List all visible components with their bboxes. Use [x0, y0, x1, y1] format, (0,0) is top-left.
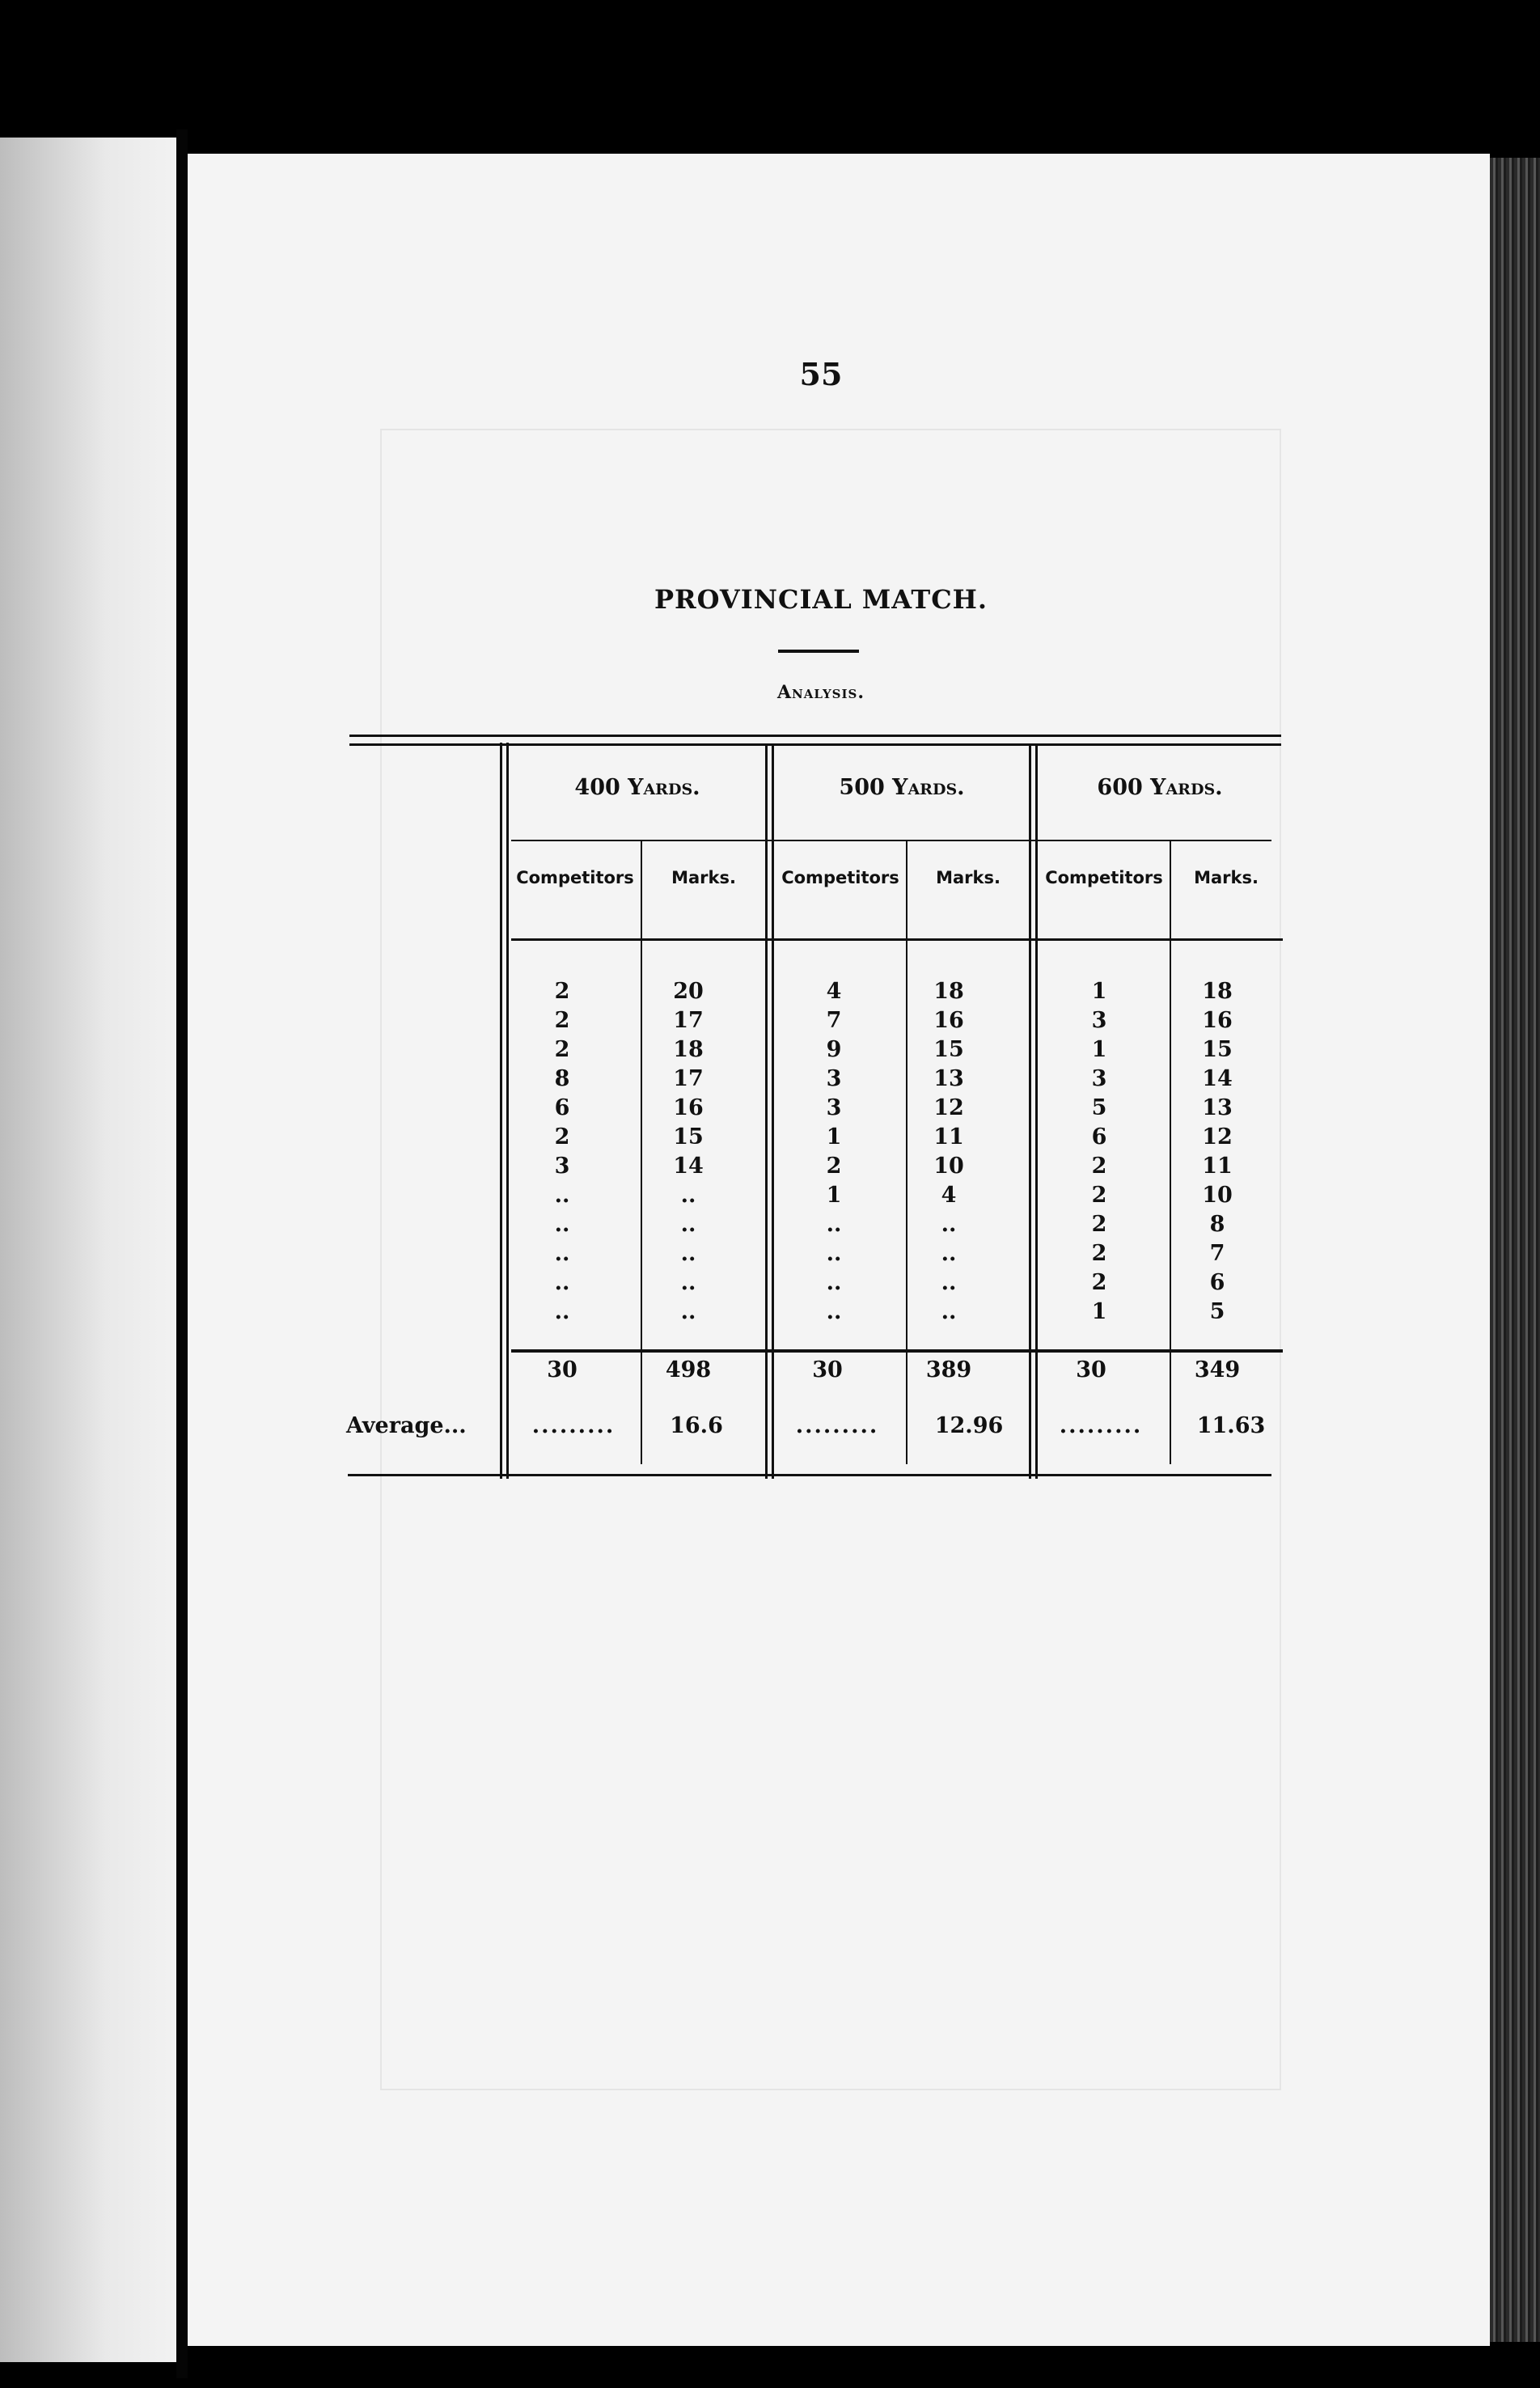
- average-leader-dots: .........: [531, 1413, 616, 1438]
- table-cell: ..: [554, 1299, 570, 1324]
- group-divider-1a: [500, 743, 502, 1479]
- table-cell: 1: [1091, 1037, 1107, 1062]
- group-divider-2a: [765, 746, 768, 1479]
- total-competitors-400: 30: [547, 1357, 578, 1382]
- group-heading-500: 500 Yards.: [839, 775, 965, 800]
- table-cell: ..: [554, 1183, 570, 1208]
- subheader-rule: [511, 938, 1283, 941]
- table-cell: 8: [1209, 1212, 1225, 1237]
- marks-column-400: [652, 977, 725, 1327]
- table-cell: ..: [554, 1270, 570, 1295]
- table-cell: 9: [826, 1037, 842, 1062]
- table-cell: 2: [1091, 1183, 1107, 1208]
- table-cell: 3: [1091, 1008, 1107, 1033]
- table-cell: 6: [1091, 1124, 1107, 1150]
- table-cell: ..: [941, 1212, 957, 1237]
- total-competitors-600: 30: [1076, 1357, 1106, 1382]
- page-title: PROVINCIAL MATCH.: [654, 584, 988, 615]
- marks-column-500: [912, 977, 985, 1327]
- table-cell: 7: [1209, 1241, 1225, 1266]
- average-leader-dots: .........: [795, 1413, 879, 1438]
- table-cell: 18: [933, 979, 964, 1004]
- table-cell: 11: [933, 1124, 964, 1150]
- table-cell: 17: [673, 1008, 704, 1033]
- total-marks-600: 349: [1194, 1357, 1241, 1382]
- group-divider-2b: [772, 746, 774, 1479]
- totals-rule: [511, 1349, 1283, 1353]
- group-divider-1b: [506, 743, 509, 1479]
- table-cell: 2: [1091, 1212, 1107, 1237]
- section-subtitle: Analysis.: [776, 682, 865, 703]
- table-cell: ..: [941, 1241, 957, 1266]
- table-cell: 16: [673, 1095, 704, 1120]
- group-heading-600: 600 Yards.: [1097, 775, 1223, 800]
- table-cell: 11: [1202, 1154, 1233, 1179]
- table-cell: 10: [933, 1154, 964, 1179]
- table-cell: ..: [554, 1241, 570, 1266]
- total-marks-400: 498: [665, 1357, 712, 1382]
- table-cell: 4: [941, 1183, 957, 1208]
- table-cell: 18: [1202, 979, 1233, 1004]
- table-bottom-rule: [348, 1474, 1271, 1476]
- competitors-column-400: [526, 977, 599, 1327]
- average-leader-dots: .........: [1059, 1413, 1143, 1438]
- header-marks-400: Marks.: [671, 868, 736, 887]
- column-divider-2: [906, 841, 908, 1464]
- group-divider-3b: [1035, 746, 1038, 1479]
- table-cell: 5: [1209, 1299, 1225, 1324]
- competitors-column-600: [1063, 977, 1136, 1327]
- table-cell: 10: [1202, 1183, 1233, 1208]
- table-cell: ..: [941, 1270, 957, 1295]
- page-number: 55: [799, 356, 843, 392]
- table-cell: 3: [554, 1154, 570, 1179]
- table-cell: 1: [826, 1124, 842, 1150]
- competitors-column-500: [798, 977, 870, 1327]
- table-cell: ..: [826, 1241, 842, 1266]
- table-cell: 2: [554, 1037, 570, 1062]
- table-cell: 1: [826, 1183, 842, 1208]
- table-cell: ..: [680, 1299, 696, 1324]
- header-competitors-600: Competitors: [1045, 868, 1163, 887]
- facing-page-edge: [0, 138, 176, 2362]
- table-cell: 14: [1202, 1066, 1233, 1091]
- table-cell: 17: [673, 1066, 704, 1091]
- table-cell: ..: [680, 1241, 696, 1266]
- table-cell: 13: [1202, 1095, 1233, 1120]
- header-marks-500: Marks.: [936, 868, 1001, 887]
- table-cell: 15: [673, 1124, 704, 1150]
- group-divider-3a: [1029, 746, 1031, 1479]
- table-cell: 18: [673, 1037, 704, 1062]
- table-cell: 2: [554, 1124, 570, 1150]
- book-gutter: [176, 129, 188, 2378]
- average-label: Average...: [346, 1413, 467, 1438]
- table-cell: ..: [826, 1212, 842, 1237]
- table-cell: 1: [1091, 979, 1107, 1004]
- table-cell: 2: [1091, 1154, 1107, 1179]
- table-cell: 5: [1091, 1095, 1107, 1120]
- header-competitors-400: Competitors: [516, 868, 634, 887]
- table-cell: 6: [554, 1095, 570, 1120]
- table-cell: 20: [673, 979, 704, 1004]
- marks-column-600: [1181, 977, 1254, 1327]
- table-cell: 15: [1202, 1037, 1233, 1062]
- table-cell: 15: [933, 1037, 964, 1062]
- table-cell: 2: [1091, 1241, 1107, 1266]
- table-cell: 16: [933, 1008, 964, 1033]
- page-block-edge: [1490, 158, 1540, 2342]
- table-top-rule: [349, 735, 1281, 737]
- table-cell: 16: [1202, 1008, 1233, 1033]
- total-competitors-500: 30: [812, 1357, 843, 1382]
- table-cell: 4: [826, 979, 842, 1004]
- table-top-rule-2: [349, 743, 1281, 746]
- column-divider-1: [641, 841, 642, 1464]
- table-cell: 3: [1091, 1066, 1107, 1091]
- column-divider-3: [1170, 841, 1171, 1464]
- table-cell: ..: [680, 1270, 696, 1295]
- average-500: 12.96: [934, 1413, 1004, 1438]
- table-cell: 2: [554, 979, 570, 1004]
- table-cell: ..: [826, 1299, 842, 1324]
- average-400: 16.6: [670, 1413, 723, 1438]
- table-cell: 3: [826, 1095, 842, 1120]
- table-cell: 3: [826, 1066, 842, 1091]
- group-header-rule: [511, 840, 1271, 841]
- table-cell: 1: [1091, 1299, 1107, 1324]
- table-cell: 7: [826, 1008, 842, 1033]
- header-competitors-500: Competitors: [781, 868, 899, 887]
- title-rule: [778, 650, 859, 653]
- table-cell: ..: [680, 1183, 696, 1208]
- group-heading-400: 400 Yards.: [574, 775, 700, 800]
- table-cell: 12: [933, 1095, 964, 1120]
- table-cell: 13: [933, 1066, 964, 1091]
- average-600: 11.63: [1196, 1413, 1266, 1438]
- table-cell: 14: [673, 1154, 704, 1179]
- header-marks-600: Marks.: [1194, 868, 1259, 887]
- table-cell: ..: [680, 1212, 696, 1237]
- table-cell: ..: [554, 1212, 570, 1237]
- table-cell: 2: [554, 1008, 570, 1033]
- table-cell: 2: [1091, 1270, 1107, 1295]
- total-marks-500: 389: [925, 1357, 972, 1382]
- table-cell: 12: [1202, 1124, 1233, 1150]
- table-cell: 8: [554, 1066, 570, 1091]
- table-cell: 2: [826, 1154, 842, 1179]
- table-cell: 6: [1209, 1270, 1225, 1295]
- table-cell: ..: [941, 1299, 957, 1324]
- table-cell: ..: [826, 1270, 842, 1295]
